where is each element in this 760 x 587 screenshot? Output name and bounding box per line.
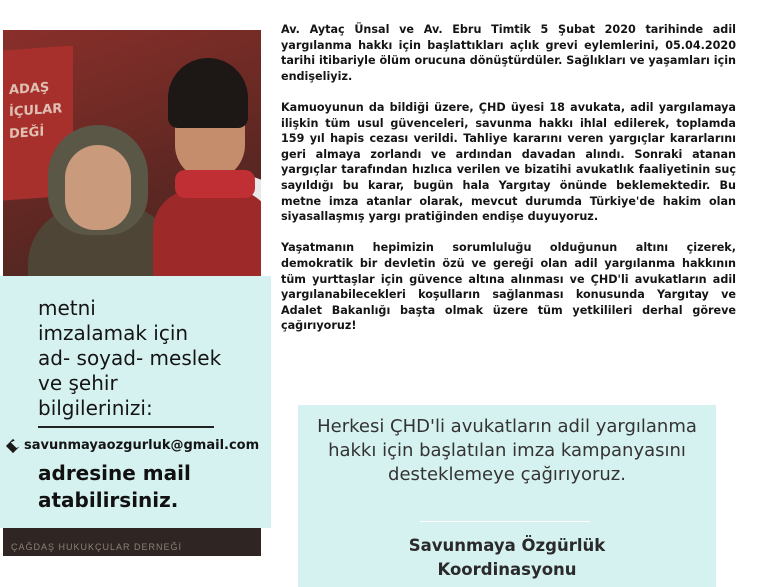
diamond-icon [6,438,20,452]
campaign-call-box [298,405,716,587]
statement-article [281,22,736,349]
article-paragraph-2: Kamuoyunun da bildiği üzere, ÇHD üyesi 18 avukata, adil yargılamaya ilişkin tüm usul güvenceleri, savunma hakkı ihlal edilerek, toplamda 159 yıl hapis cezası verildi. Tahliye kararını veren yargıçlar kararlarını geri almaya zorlandı ve ardından davadan alındı. Sonraki atanan yargıçlar tarafından hızlıca verilen ve bizatihi avukatlık faaliyetinin suç sayıldığı bu karar, bugün hala Yargıtay önünde beklemektedir. Bu metne imza atanlar olarak, mevcut durumda Türkiye'de hakim olan siyasallaşmış yargı pratiğinden endişe duyuyoruz. [281,100,736,224]
cta-divider [420,521,590,522]
photo-man-hair [168,58,248,128]
photo-man-scarf [175,170,255,198]
contact-email-link[interactable]: savunmayaozgurluk@gmail.com [24,438,260,453]
photo-bottom-text: ÇAĞDAŞ HUKUKÇULAR DERNEĞİ [11,542,183,552]
signature-info-panel [0,276,271,528]
campaign-message: Herkesi ÇHD'li avukatların adil yargılanma hakkı için başlatılan imza kampanyasını desteklemeye çağırıyoruz. [317,416,697,485]
prompt-divider [38,426,214,428]
article-paragraph-3: Yaşatmanın hepimizin sorumluluğu olduğunun altını çizerek, demokratik bir devletin özü ve gereği olan adil yargılanma hakkının tüm yurttaşlar için güvence altına alınması ve ÇHD'li avukatların adil yargılanabilecekleri koşulların sağlanması konusunda Yargıtay ve Adalet Bakanlığı başta olmak üzere tüm yetkilileri derhal göreve çağırıyoruz! [281,241,736,333]
signature-prompt: metni imzalamak için ad- soyad- meslek ve şehir bilgilerinizi: [38,296,222,420]
article-paragraph-1: Av. Aytaç Ünsal ve Av. Ebru Timtik 5 Şubat 2020 tarihinde adil yargılanma hakkı için başlattıkları açlık grevi eylemlerini, 05.04.2020 tarihi itibariyle ölüm orucuna dönüştürdüler. Sağlıkları ve yaşamları için endişeliyiz. [281,23,736,83]
photo-woman-face [65,145,131,230]
photo-banner-text: ADAŞ İÇULAR DEĞİ [9,80,63,143]
organization-name: Savunmaya Özgürlük Koordinasyonu [408,536,606,579]
send-mail-instruction: adresine mail atabilirsiniz. [38,461,191,512]
email-row [8,438,259,453]
